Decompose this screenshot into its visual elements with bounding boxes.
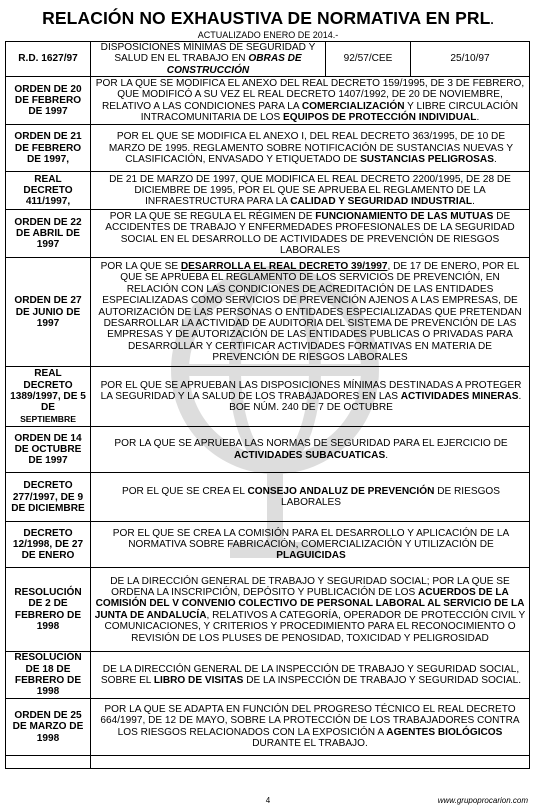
description-text: DE RIESGOS LABORALES (280, 485, 501, 509)
reference-text: REAL DECRETO 1389/1997, DE 5 DE (10, 368, 86, 414)
table-row (6, 755, 530, 768)
regulation-reference: ORDEN DE 27 DE JUNIO DE 1997 (6, 258, 91, 367)
table-row (6, 427, 530, 473)
page-subtitle: ACTUALIZADO ENERO DE 2014.- (197, 30, 339, 40)
reference-text: SEPTIEMBRE (20, 413, 76, 424)
description-text: . (385, 449, 389, 461)
description-highlight: LIBRO DE VISITAS (153, 675, 244, 687)
description-highlight: ACTIVIDADES MINERAS (400, 391, 519, 403)
description-text: POR EL QUE SE CREA LA COMISIÓN PARA EL DESARROLLO Y APLICACIÓN DE LA NORMATIVA SOBRE FABRICACIÓN, COMERCIALIZACIÓN Y UTILIZACIÓN DE (112, 527, 510, 551)
regulation-description (91, 568, 530, 652)
description-highlight: CALIDAD Y SEGURIDAD INDUSTRIAL (290, 196, 473, 208)
description-highlight: EQUIPOS DE PROTECCIÓN INDIVIDUAL (282, 112, 477, 124)
regulation-reference: RESOLUCIÓN DE 2 DE FEBRERO DE 1998 (6, 568, 91, 652)
regulation-reference: DECRETO 12/1998, DE 27 DE ENERO (6, 522, 91, 568)
description-highlight: SUSTANCIAS PELIGROSAS (360, 153, 494, 165)
description-text: POR LA QUE SE MODIFICA EL ANEXO DEL REAL DECRETO 159/1995, DE 3 DE FEBRERO, QUE MODIFICÓ A SU VEZ EL REAL DECRETO 1407/1992, DE 20 DE NOVIEMBRE, RELATIVO A LAS CONDICIONES PARA LA (95, 77, 525, 112)
regulation-reference: RESOLUCIÓN DE 18 DE FEBRERO DE 1998 (6, 652, 91, 699)
regulation-description (91, 42, 326, 77)
description-text: DE ACCIDENTES DE TRABAJO Y ENFERMEDADES PROFESIONALES DE LA SEGURIDAD SOCIAL EN EL DESARROLLO DE ACTIVIDADES DE PREVENCIÓN DE RIESGOS LABORALES (105, 210, 515, 257)
table-row (6, 77, 530, 125)
footer-url-link[interactable]: www.grupoprocarion.com (437, 796, 528, 805)
regulation-reference: ORDEN DE 20 DE FEBRERO DE 1997 (6, 77, 91, 125)
title-text: RELACIÓN NO EXHAUSTIVA DE NORMATIVA EN PRL (42, 8, 491, 28)
description-highlight: PLAGUICIDAS (276, 550, 346, 562)
description-highlight: AGENTES BIOLÓGICOS (386, 726, 503, 738)
regulation-reference: ORDEN DE 25 DE MARZO DE 1998 (6, 698, 91, 755)
regulation-description (91, 77, 530, 125)
description-text: DE 21 DE MARZO DE 1997, QUE MODIFICA EL REAL DECRETO 2200/1995, DE 28 DE DICIEMBRE DE 1995, POR EL QUE SE APRUEBA EL REGLAMENTO DE LA INFRAESTRUCTURA PARA LA (109, 173, 511, 208)
regulation-directive: 92/57/CEE (326, 42, 411, 77)
description-text: . (472, 196, 475, 208)
description-text: DURANTE EL TRABAJO. (252, 738, 368, 750)
regulation-description (91, 210, 530, 258)
description-text: . (493, 153, 497, 165)
description-text: POR EL QUE SE MODIFICA EL ANEXO I, DEL REAL DECRETO 363/1995, DE 10 DE MARZO DE 1995. REGLAMENTO SOBRE NOTIFICACIÓN DE SUSTANCIAS NUEVAS Y CLASIFICACIÓN, ENVASADO Y ETIQUETADO DE (108, 131, 514, 165)
regulation-description (91, 652, 530, 699)
description-text: DE LA INSPECCIÓN DE TRABAJO Y SEGURIDAD SOCIAL. (243, 675, 522, 687)
description-text: POR LA QUE SE ADAPTA EN FUNCIÓN DEL PROGRESO TÉCNICO EL REAL DECRETO 664/1997, DE 12 DE MAYO, SOBRE LA PROTECCIÓN DE LOS TRABAJADORES CONTRA LOS RIESGOS RELACIONADOS CON LA EXPOSICIÓN A (100, 704, 520, 738)
table-row (6, 172, 530, 210)
table-row (6, 42, 530, 77)
description-highlight: CONSEJO ANDALUZ DE PREVENCIÓN (247, 485, 435, 497)
description-highlight: ACTIVIDADES SUBACUATICAS (233, 449, 386, 461)
page-title (0, 8, 536, 30)
page-header (0, 0, 536, 41)
table-row (6, 367, 530, 427)
title-dot: . (490, 13, 494, 27)
regulation-date: 25/10/97 (411, 42, 530, 77)
description-text: POR LA QUE SE APRUEBA LAS NORMAS DE SEGURIDAD PARA EL EJERCICIO DE (114, 438, 508, 450)
regulation-reference: ORDEN DE 14 DE OCTUBRE DE 1997 (6, 427, 91, 473)
regulation-reference (6, 367, 91, 427)
table-row (6, 568, 530, 652)
description-text: POR EL QUE SE APRUEBAN LAS DISPOSICIONES MÍNIMAS DESTINADAS A PROTEGER LA SEGURIDAD Y LA SALUD DE LOS TRABAJADORES EN LAS (100, 379, 522, 403)
regulation-description (91, 125, 530, 172)
regulation-description (91, 473, 530, 522)
description-text: DISPOSICIONES MÍNIMAS DE SEGURIDAD Y SALUD EN EL TRABAJO EN (100, 42, 316, 65)
regulation-description (91, 698, 530, 755)
description-highlight: OBRAS DE CONSTRUCCIÓN (166, 53, 302, 76)
description-text: POR LA QUE SE (100, 260, 181, 272)
regulation-description (91, 427, 530, 473)
table-row (6, 210, 530, 258)
description-highlight: COMERCIALIZACIÓN (301, 100, 405, 112)
description-text: , RELATIVOS A CATEGORÍA, OPERADOR DE PROTECCIÓN CIVIL Y COMUNICACIONES, Y CRITERIOS Y PROCEDIMIENTO PARA EL RECONOCIMIENTO O REVISIÓN DE LOS PLUSES DE PENOSIDAD, TOXICIDAD Y PELIGROSIDAD (104, 609, 526, 644)
table-row (6, 698, 530, 755)
empty-cell (91, 755, 530, 768)
regulation-description (91, 258, 530, 367)
table-row (6, 473, 530, 522)
description-text: POR EL QUE SE CREA EL (121, 485, 248, 497)
page-number: 4 (265, 796, 271, 805)
description-text: DE LA DIRECCIÓN GENERAL DE LA INSPECCIÓN DE TRABAJO Y SEGURIDAD SOCIAL, SOBRE EL (100, 663, 520, 687)
regulation-reference: DECRETO 277/1997, DE 9 DE DICIEMBRE (6, 473, 91, 522)
description-text: . BOE NÚM. 240 DE 7 DE OCTUBRE (229, 391, 522, 414)
description-highlight: DESARROLLA EL REAL DECRETO 39/1997 (180, 260, 388, 272)
description-text: , DE 17 DE ENERO, POR EL QUE SE APRUEBA EL REGLAMENTO DE LOS SERVICIOS DE PREVENCIÓN, EN RELACIÓN CON LAS CONDICIONES DE ACREDITACIÓN DE LAS ENTIDADES ESPECIALIZADAS COMO SERVICIOS DE PREVENCIÓN AJENOS A LAS EMPRESAS, DE AUTORIZACIÓN DE LAS PERSONAS O ENTIDADES ESPECIALIZADAS QUE PRETENDAN DESARROLLAR LA ACTIVIDAD DE AUDITORIA DEL SISTEMA DE PREVENCIÓN DE LAS EMPRESAS Y DE AUTORIZACIÓN DE LAS ENTIDADES PUBLICAS O PRIVADAS PARA DESARROLLAR Y CERTIFICAR ACTIVIDADES FORMATIVAS EN MATERIA DE PREVENCIÓN DE RIESGOS LABORALES (98, 260, 522, 364)
regulation-reference: REAL DECRETO 411/1997, (6, 172, 91, 210)
table-row (6, 125, 530, 172)
regulation-reference: R.D. 1627/97 (6, 42, 91, 77)
description-text: Y LIBRE CIRCULACIÓN INTRACOMUNITARIA DE LOS (140, 100, 518, 124)
table-row (6, 652, 530, 699)
regulation-reference: ORDEN DE 21 DE FEBRERO DE 1997, (6, 125, 91, 172)
regulation-description (91, 367, 530, 427)
regulation-reference: ORDEN DE 22 DE ABRIL DE 1997 (6, 210, 91, 258)
table-row (6, 258, 530, 367)
regulation-table (5, 41, 530, 769)
table-row (6, 522, 530, 568)
description-text: POR LA QUE SE REGULA EL RÉGIMEN DE (109, 210, 316, 222)
description-text: DE LA DIRECCIÓN GENERAL DE TRABAJO Y SEGURIDAD SOCIAL; POR LA QUE SE ORDENA LA INSCRIPCIÓN, DEPÓSITO Y PUBLICACIÓN DE LOS (110, 575, 510, 598)
description-highlight: FUNCIONAMIENTO DE LAS MUTUAS (315, 210, 494, 222)
description-highlight: ACUERDOS DE LA COMISIÓN DEL V CONVENIO COLECTIVO DE PERSONAL LABORAL AL SERVICIO DE LA JUNTA DE ANDALUCÍA (94, 586, 525, 621)
description-text: . (476, 112, 480, 124)
regulation-description (91, 522, 530, 568)
empty-cell (6, 755, 91, 768)
regulation-description (91, 172, 530, 210)
